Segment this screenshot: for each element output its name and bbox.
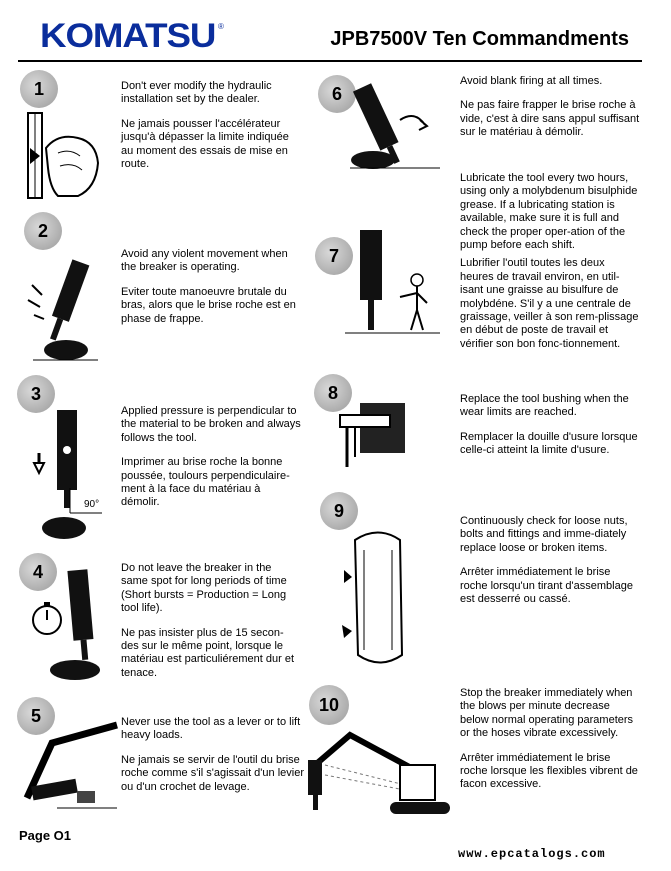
commandment-5-en: Never use the tool as a lever or to lift heavy loads. (121, 716, 301, 742)
page-number: Page O1 (19, 828, 72, 843)
commandment-6-fr: Ne pas faire frapper le brise roche à vide, c'est à dire sans appul suffisant sur le matériau à démolir. (460, 99, 640, 139)
commandment-7-fr: Lubrifier l'outil toutes les deux heures de travail environ, en util-isant une graisse au bisulfure de molybdéne. S'il y a une centrale de graissage, veiller à son rem-plissage en début de poste de travail et vérifier son bon fonc-tionnement. (460, 257, 639, 350)
commandment-6-en: Avoid blank firing at all times. (460, 75, 603, 87)
commandment-4-fr: Ne pas insister plus de 15 secon-des sur le même point, lorsque le matériau est particuliérement dur et tenace. (121, 626, 295, 679)
commandment-8-fr: Remplacer la douille d'usure lorsque celle-ci atteint la limite d'usure. (460, 430, 638, 457)
commandment-1-fr: Ne jamais pousser l'accélérateur jusqu'à dépasser la limite indiquée au moment des essais de mise en route. (121, 117, 289, 171)
lever-misuse-illustration (22, 713, 122, 813)
commandment-number-1: 1 (20, 70, 58, 108)
commandment-number-9: 9 (320, 492, 358, 530)
commandment-5-fr: Ne jamais se servir de l'outil du brise roche comme s'il s'agissait d'un levier ou d'un crochet de levage. (121, 753, 304, 793)
page-title: JPB7500V Ten Commandments (330, 28, 629, 50)
website-watermark: www.epcatalogs.com (458, 847, 606, 861)
hand-gauge-illustration (18, 108, 108, 203)
commandment-8-en: Replace the tool bushing when the wear limits are reached. (460, 393, 629, 419)
commandment-number-10: 10 (309, 685, 349, 725)
commandment-9-en: Continuously check for loose nuts, bolts and fittings and imme-diately replace loose or broken items. (460, 515, 628, 554)
commandment-number-7: 7 (315, 237, 353, 275)
stopwatch-breaker-illustration (25, 560, 120, 685)
perpendicular-pressure-illustration (22, 408, 122, 543)
commandment-number-6: 6 (318, 75, 356, 113)
breaker-vibration-illustration (18, 255, 103, 365)
angle-label: 90° (84, 499, 100, 510)
blank-firing-illustration (345, 80, 445, 175)
commandment-number-5: 5 (17, 697, 55, 735)
commandment-7-en: Lubricate the tool every two hours, using only a molybdenum bisulphide grease. If a lubricating station is available, make sure it is full and check the proper oper-ation of the pump before each shift. (460, 172, 638, 252)
commandment-3-en: Applied pressure is perpendicular to the material to be broken and always follows the tool. (121, 405, 301, 444)
bolt-check-illustration (340, 525, 420, 675)
commandment-10-fr: Arrêter immédiatement le brise roche lorsque les flexibles vibrent de facon excessive. (460, 751, 638, 791)
commandment-9-fr: Arrêter immédiatement le brise roche lorsqu'un tirant d'assemblage est desserré ou cassé. (460, 566, 633, 606)
bushing-caliper-illustration (325, 395, 415, 475)
excavator-hoses-illustration (305, 720, 455, 820)
lubrication-illustration (345, 225, 445, 340)
commandment-2-fr: Eviter toute manoeuvre brutale du bras, alors que le brise roche est en phase de frappe. (121, 285, 296, 325)
commandment-10-en: Stop the breaker immediately when the blows per minute decrease below normal operating parameters or the hoses vibrate excessively. (460, 687, 634, 740)
commandment-3-fr: Imprimer au brise roche la bonne poussée, toulours perpendiculaire-ment à la face du matériau à démolir. (121, 456, 290, 509)
commandment-2-en: Avoid any violent movement when the breaker is operating. (121, 248, 288, 274)
komatsu-logo: KOMATSU (40, 17, 216, 55)
commandment-1-en: Don't ever modify the hydraulic installation set by the dealer. (121, 80, 272, 106)
commandment-4-en: Do not leave the breaker in the same spot for long periods of time (Short bursts = Production = Long tool life). (121, 562, 287, 615)
header-rule (18, 60, 642, 62)
commandment-number-8: 8 (314, 374, 352, 412)
commandment-number-3: 3 (17, 375, 55, 413)
commandment-number-2: 2 (24, 212, 62, 250)
registered-mark: ® (218, 22, 224, 31)
commandment-number-4: 4 (19, 553, 57, 591)
